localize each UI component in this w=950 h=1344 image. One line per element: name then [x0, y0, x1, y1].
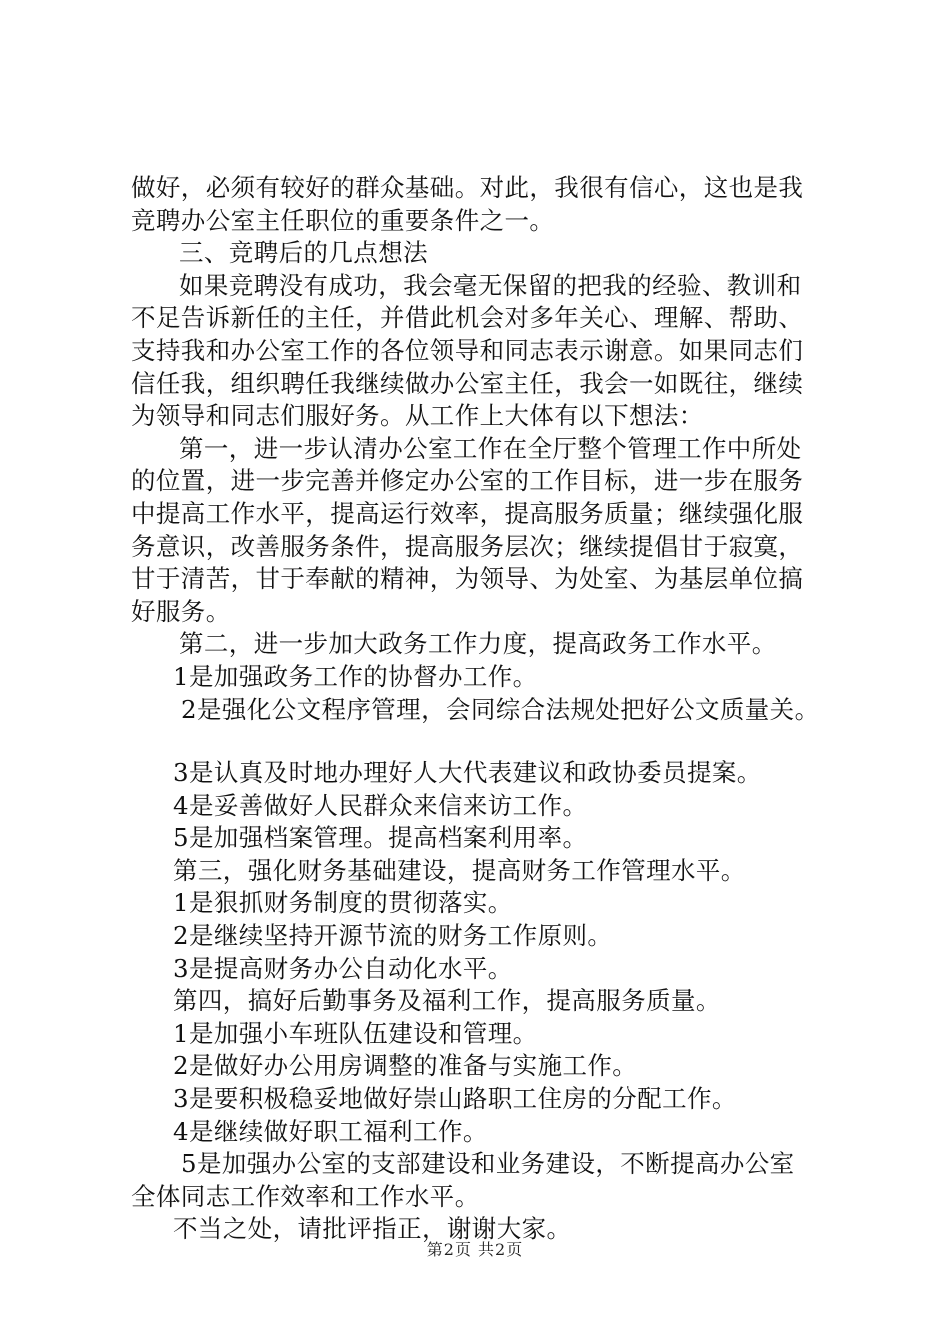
paragraph-line: 支持我和办公室工作的各位领导和同志表示谢意。如果同志们 — [131, 335, 804, 365]
paragraph-line: 中提高工作水平，提高运行效率，提高服务质量；继续强化服 — [131, 498, 804, 528]
paragraph-line: 为领导和同志们服好务。从工作上大体有以下想法： — [131, 401, 704, 431]
paragraph-line: 第二，进一步加大政务工作力度，提高政务工作水平。 — [179, 629, 777, 659]
list-item: 1是加强政务工作的协督办工作。 — [173, 661, 538, 691]
list-item: 1是狠抓财务制度的贯彻落实。 — [173, 888, 513, 918]
paragraph-line: 第三，强化财务基础建设，提高财务工作管理水平。 — [173, 855, 746, 885]
paragraph-line: 如果竞聘没有成功，我会毫无保留的把我的经验、教训和 — [179, 270, 802, 300]
list-item: 3是要积极稳妥地做好崇山路职工住房的分配工作。 — [173, 1084, 737, 1114]
list-item: 5是加强办公室的支部建设和业务建设，不断提高办公室 — [181, 1149, 795, 1179]
list-item: 2是继续坚持开源节流的财务工作原则。 — [173, 921, 613, 951]
paragraph-line: 做好，必须有较好的群众基础。对此，我很有信心，这也是我 — [131, 173, 804, 202]
list-item: 2是强化公文程序管理，会同综合法规处把好公文质量关。 — [181, 694, 820, 724]
paragraph-line: 第四，搞好后勤事务及福利工作，提高服务质量。 — [173, 986, 721, 1016]
list-item: 3是提高财务办公自动化水平。 — [173, 953, 513, 983]
document-body — [131, 172, 831, 1246]
paragraph-line: 不足告诉新任的主任，并借此机会对多年关心、理解、帮助、 — [131, 303, 804, 333]
list-item: 4是继续做好职工福利工作。 — [173, 1116, 488, 1146]
paragraph-line: 务意识，改善服务条件，提高服务层次；继续提倡甘于寂寞， — [131, 531, 804, 561]
list-item: 1是加强小车班队伍建设和管理。 — [173, 1018, 538, 1048]
paragraph-line: 全体同志工作效率和工作水平。 — [131, 1181, 480, 1211]
paragraph-line: 信任我，组织聘任我继续做办公室主任，我会一如既往，继续 — [131, 368, 804, 398]
list-item: 2是做好办公用房调整的准备与实施工作。 — [173, 1051, 638, 1081]
list-item: 3是认真及时地办理好人大代表建议和政协委员提案。 — [173, 758, 762, 788]
paragraph-line: 第一，进一步认清办公室工作在全厅整个管理工作中所处 — [179, 433, 802, 463]
paragraph-line: 甘于清苦，甘于奉献的精神，为领导、为处室、为基层单位搞 — [131, 564, 804, 594]
paragraph-line: 的位置，进一步完善并修定办公室的工作目标，进一步在服务 — [131, 466, 804, 496]
closing-line: 不当之处，请批评指正，谢谢大家。 — [173, 1214, 572, 1244]
paragraph-line: 好服务。 — [131, 596, 231, 626]
list-item: 5是加强档案管理。提高档案利用率。 — [173, 823, 588, 853]
paragraph-line: 竞聘办公室主任职位的重要条件之一。 — [131, 205, 555, 235]
list-item: 4是妥善做好人民群众来信来访工作。 — [173, 790, 588, 820]
blank-line — [131, 726, 831, 757]
section-heading: 三、竞聘后的几点想法 — [179, 238, 428, 268]
page-number-footer: 第2页 共2页 — [426, 1240, 524, 1259]
